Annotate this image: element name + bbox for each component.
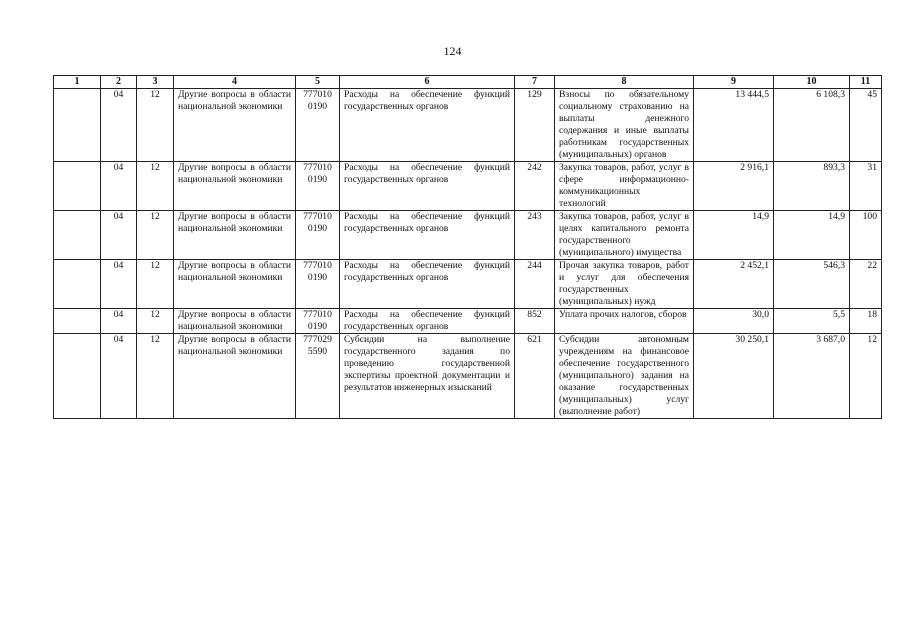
actual-amount-cell: 893,3	[774, 162, 850, 211]
column-header: 9	[694, 76, 774, 89]
subsection-code-cell: 12	[137, 309, 174, 334]
subsection-name-cell: Другие вопросы в области национальной экономики	[174, 260, 296, 309]
table-row	[54, 211, 882, 260]
target-article-cell: 777010 0190	[296, 211, 340, 260]
article-name-cell: Субсидии на выполнение государственного задания по проведению государственной экспертизы проектной документации и результатов инженерных изысканий	[340, 334, 515, 419]
subsection-code-cell: 12	[137, 211, 174, 260]
row-number-cell	[54, 260, 101, 309]
column-header: 10	[774, 76, 850, 89]
expense-type-code-cell: 244	[515, 260, 555, 309]
page-number: 124	[443, 44, 462, 58]
plan-amount-cell: 30 250,1	[694, 334, 774, 419]
subsection-name-cell: Другие вопросы в области национальной экономики	[174, 334, 296, 419]
article-name-cell: Расходы на обеспечение функций государственных органов	[340, 162, 515, 211]
column-header: 4	[174, 76, 296, 89]
actual-amount-cell: 14,9	[774, 211, 850, 260]
subsection-code-cell: 12	[137, 162, 174, 211]
row-number-cell	[54, 211, 101, 260]
column-header: 5	[296, 76, 340, 89]
expense-type-code-cell: 243	[515, 211, 555, 260]
plan-amount-cell: 2 916,1	[694, 162, 774, 211]
expense-type-code-cell: 242	[515, 162, 555, 211]
section-code-cell: 04	[101, 260, 137, 309]
article-name-cell: Расходы на обеспечение функций государственных органов	[340, 309, 515, 334]
target-article-cell: 777029 5590	[296, 334, 340, 419]
plan-amount-cell: 30,0	[694, 309, 774, 334]
subsection-name-cell: Другие вопросы в области национальной экономики	[174, 162, 296, 211]
expense-type-code-cell: 852	[515, 309, 555, 334]
subsection-name-cell: Другие вопросы в области национальной экономики	[174, 309, 296, 334]
column-header: 11	[850, 76, 882, 89]
row-number-cell	[54, 309, 101, 334]
plan-amount-cell: 13 444,5	[694, 89, 774, 162]
plan-amount-cell: 14,9	[694, 211, 774, 260]
column-header: 1	[54, 76, 101, 89]
column-header: 8	[555, 76, 694, 89]
table-row	[54, 334, 882, 419]
table-header-row	[54, 76, 882, 89]
section-code-cell: 04	[101, 211, 137, 260]
expense-type-name-cell: Прочая закупка товаров, работ и услуг для обеспечения государственных (муниципальных) нужд	[555, 260, 694, 309]
expense-type-name-cell: Закупка товаров, работ, услуг в целях капитального ремонта государственного (муниципального) имущества	[555, 211, 694, 260]
table-row	[54, 162, 882, 211]
actual-amount-cell: 6 108,3	[774, 89, 850, 162]
percent-cell: 22	[850, 260, 882, 309]
percent-cell: 18	[850, 309, 882, 334]
row-number-cell	[54, 334, 101, 419]
target-article-cell: 777010 0190	[296, 309, 340, 334]
column-header: 7	[515, 76, 555, 89]
subsection-code-cell: 12	[137, 334, 174, 419]
column-header: 3	[137, 76, 174, 89]
expense-type-code-cell: 621	[515, 334, 555, 419]
target-article-cell: 777010 0190	[296, 89, 340, 162]
expense-type-name-cell: Уплата прочих налогов, сборов	[555, 309, 694, 334]
row-number-cell	[54, 89, 101, 162]
actual-amount-cell: 546,3	[774, 260, 850, 309]
actual-amount-cell: 5,5	[774, 309, 850, 334]
actual-amount-cell: 3 687,0	[774, 334, 850, 419]
section-code-cell: 04	[101, 162, 137, 211]
article-name-cell: Расходы на обеспечение функций государственных органов	[340, 211, 515, 260]
section-code-cell: 04	[101, 89, 137, 162]
row-number-cell	[54, 162, 101, 211]
percent-cell: 31	[850, 162, 882, 211]
target-article-cell: 777010 0190	[296, 162, 340, 211]
expense-type-name-cell: Закупка товаров, работ, услуг в сфере информационно-коммуникационных технологий	[555, 162, 694, 211]
column-header: 6	[340, 76, 515, 89]
percent-cell: 12	[850, 334, 882, 419]
expense-type-name-cell: Субсидии автономным учреждениям на финансовое обеспечение государственного (муниципального) задания на оказание государственных (муниципальных) услуг (выполнение работ)	[555, 334, 694, 419]
column-header: 2	[101, 76, 137, 89]
percent-cell: 100	[850, 211, 882, 260]
plan-amount-cell: 2 452,1	[694, 260, 774, 309]
table-row	[54, 260, 882, 309]
article-name-cell: Расходы на обеспечение функций государственных органов	[340, 89, 515, 162]
table-row	[54, 89, 882, 162]
section-code-cell: 04	[101, 309, 137, 334]
subsection-code-cell: 12	[137, 89, 174, 162]
article-name-cell: Расходы на обеспечение функций государственных органов	[340, 260, 515, 309]
section-code-cell: 04	[101, 334, 137, 419]
expense-type-code-cell: 129	[515, 89, 555, 162]
target-article-cell: 777010 0190	[296, 260, 340, 309]
percent-cell: 45	[850, 89, 882, 162]
subsection-name-cell: Другие вопросы в области национальной экономики	[174, 211, 296, 260]
subsection-code-cell: 12	[137, 260, 174, 309]
subsection-name-cell: Другие вопросы в области национальной экономики	[174, 89, 296, 162]
table-row	[54, 309, 882, 334]
budget-table	[53, 75, 882, 419]
expense-type-name-cell: Взносы по обязательному социальному страхованию на выплаты денежного содержания и иные выплаты работникам государственных (муниципальных) органов	[555, 89, 694, 162]
